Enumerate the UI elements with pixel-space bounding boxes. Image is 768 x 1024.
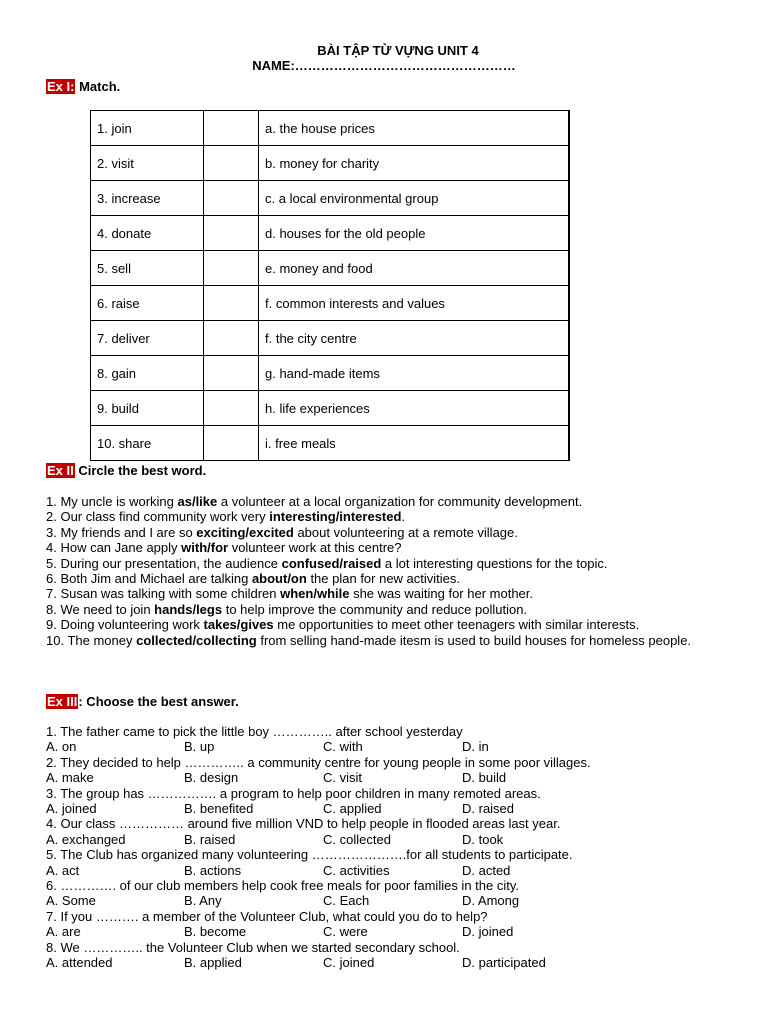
match-answer-cell[interactable]: [204, 426, 259, 461]
item-text: to help improve the community and reduce pollution.: [222, 601, 528, 617]
answer-options: [46, 924, 726, 939]
answer-option[interactable]: A. exchanged: [46, 831, 126, 847]
item-text: .: [401, 509, 406, 525]
name-line: NAME:……………………………………………: [252, 58, 516, 73]
exercise-1-heading: [46, 79, 120, 94]
item-text: me opportunities to meet other teenagers with similar interests.: [273, 617, 640, 633]
word-choice[interactable]: when/while: [280, 586, 350, 602]
match-left-cell: 2. visit: [91, 146, 204, 181]
answer-options: [46, 770, 726, 785]
table-row: [91, 251, 570, 286]
answer-option[interactable]: B. benefited: [184, 801, 254, 817]
match-right-cell: g. hand-made items: [259, 356, 570, 391]
worksheet-title: BÀI TẬP TỪ VỰNG UNIT 4: [317, 43, 479, 58]
list-item: [46, 602, 726, 617]
exercise-3-list: [46, 724, 726, 971]
item-text: she was waiting for her mother.: [349, 586, 533, 602]
match-left-cell: 8. gain: [91, 356, 204, 391]
matching-table: [90, 110, 570, 461]
answer-options: [46, 893, 726, 908]
answer-option[interactable]: B. applied: [184, 955, 242, 971]
word-choice[interactable]: with/for: [181, 540, 229, 556]
item-text: about volunteering at a remote village.: [293, 524, 518, 540]
match-answer-cell[interactable]: [204, 356, 259, 391]
match-right-cell: f. common interests and values: [259, 286, 570, 321]
answer-options: [46, 739, 726, 754]
match-answer-cell[interactable]: [204, 216, 259, 251]
answer-option[interactable]: D. took: [462, 831, 504, 847]
question-text: 3. The group has ……………. a program to help poor children in many remoted areas.: [46, 785, 541, 801]
answer-option[interactable]: B. actions: [184, 862, 242, 878]
item-text: 4. How can Jane apply: [46, 540, 182, 556]
answer-option[interactable]: C. with: [323, 739, 363, 755]
answer-option[interactable]: C. were: [323, 924, 368, 940]
list-item: [46, 540, 726, 555]
answer-options: [46, 801, 726, 816]
word-choice[interactable]: collected/collecting: [136, 632, 257, 648]
table-row: [91, 111, 570, 146]
list-item: [46, 633, 726, 648]
list-item: [46, 571, 726, 586]
answer-option[interactable]: B. design: [184, 770, 239, 786]
answer-option[interactable]: B. raised: [184, 831, 236, 847]
question-text: 4. Our class …………… around five million VND to help people in flooded areas last year.: [46, 816, 561, 832]
match-right-cell: f. the city centre: [259, 321, 570, 356]
answer-option[interactable]: D. in: [462, 739, 489, 755]
item-text: volunteer work at this centre?: [228, 540, 402, 556]
answer-option[interactable]: C. visit: [323, 770, 362, 786]
answer-option[interactable]: D. joined: [462, 924, 514, 940]
match-left-cell: 6. raise: [91, 286, 204, 321]
match-right-cell: h. life experiences: [259, 391, 570, 426]
exercise-3-instruction: : Choose the best answer.: [78, 694, 239, 709]
list-item: [46, 509, 726, 524]
exercise-2-list: [46, 494, 726, 648]
exercise-1-instruction: Match.: [75, 79, 121, 94]
table-row: [91, 286, 570, 321]
word-choice[interactable]: as/like: [177, 494, 218, 509]
item-text: a lot interesting questions for the topic.: [381, 555, 608, 571]
item-text: 5. During our presentation, the audience: [46, 555, 282, 571]
exercise-1-tag: Ex I:: [47, 79, 75, 94]
answer-option[interactable]: A. make: [46, 770, 94, 786]
item-text: the plan for new activities.: [306, 571, 461, 587]
item-text: 1. My uncle is working: [46, 494, 178, 509]
answer-options: [46, 832, 726, 847]
list-item: [46, 556, 726, 571]
answer-option[interactable]: A. joined: [46, 801, 97, 817]
question-text: 1. The father came to pick the little boy ………….. after school yesterday: [46, 724, 463, 739]
match-left-cell: 10. share: [91, 426, 204, 461]
match-left-cell: 9. build: [91, 391, 204, 426]
answer-option[interactable]: A. act: [46, 862, 80, 878]
question-text: 5. The Club has organized many volunteering ………………….for all students to participate.: [46, 847, 573, 863]
match-left-cell: 4. donate: [91, 216, 204, 251]
match-right-cell: b. money for charity: [259, 146, 570, 181]
question-text: 2. They decided to help ………….. a community centre for young people in some poor villages.: [46, 754, 591, 770]
exercise-2-instruction: Circle the best word.: [74, 463, 207, 478]
answer-option[interactable]: A. Some: [46, 893, 96, 909]
item-text: a volunteer at a local organization for community development.: [217, 494, 583, 509]
question-text: 6. …………. of our club members help cook free meals for poor families in the city.: [46, 878, 519, 894]
table-row: [91, 216, 570, 251]
answer-option[interactable]: A. on: [46, 739, 77, 755]
match-left-cell: 7. deliver: [91, 321, 204, 356]
item-text: 10. The money: [46, 632, 137, 648]
word-choice[interactable]: interesting/interested: [269, 509, 402, 525]
word-choice[interactable]: confused/raised: [281, 555, 382, 571]
word-choice[interactable]: hands/legs: [154, 601, 223, 617]
answer-option[interactable]: C. Each: [323, 893, 370, 909]
exercise-3-tag: Ex III: [47, 694, 78, 709]
match-left-cell: 1. join: [91, 111, 204, 146]
match-right-cell: d. houses for the old people: [259, 216, 570, 251]
match-answer-cell[interactable]: [204, 321, 259, 356]
list-item: [46, 525, 726, 540]
match-answer-cell[interactable]: [204, 251, 259, 286]
table-row: [91, 181, 570, 216]
item-text: 3. My friends and I are so: [46, 524, 197, 540]
table-row: [91, 321, 570, 356]
exercise-2-tag: Ex II: [47, 463, 74, 478]
list-item: [46, 494, 726, 509]
answer-option[interactable]: C. collected: [323, 831, 391, 847]
match-answer-cell[interactable]: [204, 111, 259, 146]
item-text: 8. We need to join: [46, 601, 155, 617]
item-text: 2. Our class find community work very: [46, 509, 270, 525]
answer-option[interactable]: C. applied: [323, 801, 382, 817]
match-answer-cell[interactable]: [204, 391, 259, 426]
question-text: 7. If you ………. a member of the Volunteer Club, what could you do to help?: [46, 908, 488, 924]
answer-option[interactable]: C. activities: [323, 862, 390, 878]
answer-options: [46, 955, 726, 970]
match-right-cell: a. the house prices: [259, 111, 570, 146]
match-right-cell: e. money and food: [259, 251, 570, 286]
match-answer-cell[interactable]: [204, 286, 259, 321]
list-item: [46, 617, 726, 632]
item-text: 9. Doing volunteering work: [46, 617, 204, 633]
item-text: 7. Susan was talking with some children: [46, 586, 281, 602]
answer-option[interactable]: A. are: [46, 924, 81, 940]
table-row: [91, 146, 570, 181]
answer-option[interactable]: D. raised: [462, 801, 515, 817]
match-answer-cell[interactable]: [204, 181, 259, 216]
match-answer-cell[interactable]: [204, 146, 259, 181]
exercise-2-heading: [46, 463, 206, 478]
answer-option[interactable]: D. acted: [462, 862, 511, 878]
answer-option[interactable]: B. Any: [184, 893, 222, 909]
table-row: [91, 356, 570, 391]
match-right-cell: c. a local environmental group: [259, 181, 570, 216]
table-row: [91, 426, 570, 461]
answer-option[interactable]: B. become: [184, 924, 247, 940]
answer-option[interactable]: B. up: [184, 739, 215, 755]
list-item: [46, 586, 726, 601]
match-right-cell: i. free meals: [259, 426, 570, 461]
table-row: [91, 391, 570, 426]
answer-option[interactable]: C. joined: [323, 955, 375, 971]
answer-option[interactable]: A. attended: [46, 955, 113, 971]
answer-option[interactable]: D. Among: [462, 893, 520, 909]
match-left-cell: 5. sell: [91, 251, 204, 286]
question-text: 8. We ………….. the Volunteer Club when we started secondary school.: [46, 939, 460, 955]
answer-options: [46, 863, 726, 878]
word-choice[interactable]: takes/gives: [203, 617, 274, 633]
word-choice[interactable]: exciting/excited: [196, 524, 294, 540]
answer-option[interactable]: D. build: [462, 770, 507, 786]
word-choice[interactable]: about/on: [251, 571, 307, 587]
match-left-cell: 3. increase: [91, 181, 204, 216]
answer-option[interactable]: D. participated: [462, 955, 546, 971]
exercise-3-heading: [46, 694, 239, 709]
item-text: 6. Both Jim and Michael are talking: [46, 571, 252, 587]
item-text: from selling hand-made itesm is used to build houses for homeless people.: [256, 632, 692, 648]
